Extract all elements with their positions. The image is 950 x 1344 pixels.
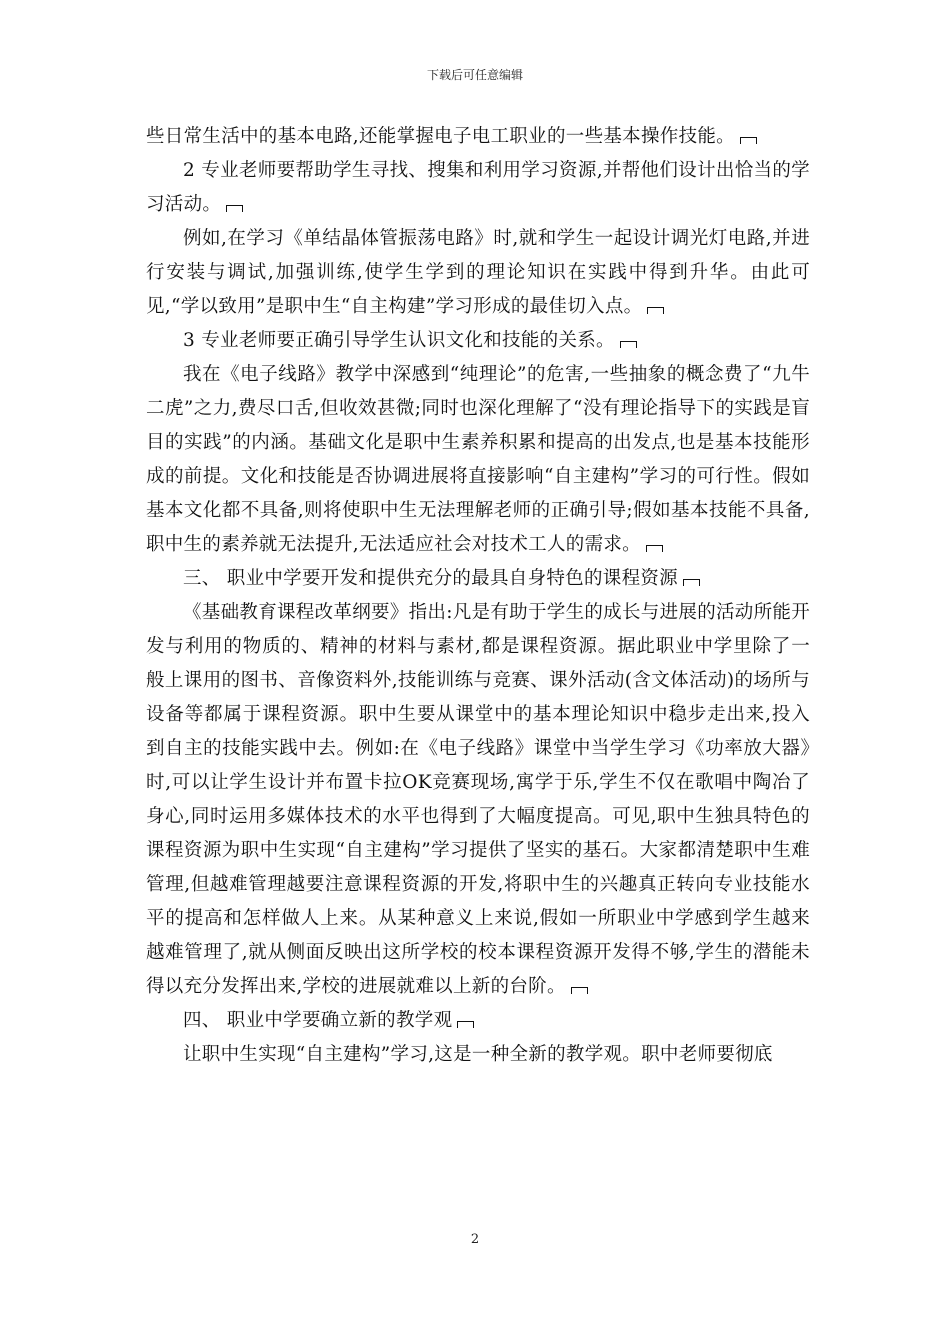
paragraph-text: 《基础教育课程改革纲要》指出:凡是有助于学生的成长与进展的活动所能开发与利用的物质的、精神的材料与素材,都是课程资源。据此职业中学里除了一般上课用的图书、音像资料外,技能训练与竞赛、课外活动(含文体活动)的场所与设备等都属于课程资源。职中生要从课堂中的基本理论知识中稳步走出来,投入到自主的技能实践中去。例如:在《电子线路》课堂中当学生学习《功率放大器》时,可以让学生设计并布置卡拉OK竞赛现场,寓学于乐,学生不仅在歌唱中陶冶了身心,同时运用多媒体技术的水平也得到了大幅度提高。可见,职中生独具特色的课程资源为职中生实现“自主建构”学习提供了坚实的基石。大家都清楚职中生难管理,但越难管理越要注意课程资源的开发,将职中生的兴趣真正转向专业技能水平的提高和怎样做人上来。从某种意义上来说,假如一所职业中学感到学生越来越难管理了,就从侧面反映出这所学校的校本课程资源开发得不够,学生的潜能未得以充分发挥出来,学校的进展就难以上新的台阶。 (146, 602, 810, 997)
heading-text: 四、 职业中学要确立新的教学观 (183, 1010, 453, 1031)
paragraph-1 (146, 120, 810, 154)
paragraph-mark-icon (647, 307, 664, 314)
page-number: 2 (470, 1232, 480, 1247)
paragraph-5 (146, 358, 810, 562)
paragraph-mark-icon (646, 545, 663, 552)
paragraph-text: 3 专业老师要正确引导学生认识文化和技能的关系。 (183, 330, 615, 351)
paragraph-text: 我在《电子线路》教学中深感到“纯理论”的危害,一些抽象的概念费了“九牛二虎”之力,费尽口舌,但收效甚微;同时也深化理解了“没有理论指导下的实践是盲目的实践”的内涵。基础文化是职中生素养积累和提高的出发点,也是基本技能形成的前提。文化和技能是否协调进展将直接影响“自主建构”学习的可行性。假如基本文化都不具备,则将使职中生无法理解老师的正确引导;假如基本技能不具备,职中生的素养就无法提升,无法适应社会对技术工人的需求。 (146, 364, 810, 555)
page-header: 下载后可任意编辑 (426, 68, 523, 82)
document-body (146, 120, 810, 1072)
paragraph-text: 例如,在学习《单结晶体管振荡电路》时,就和学生一起设计调光灯电路,并进行安装与调试,加强训练,使学生学到的理论知识在实践中得到升华。由此可见,“学以致用”是职中生“自主构建”学习形成的最佳切入点。 (146, 228, 810, 317)
paragraph-4 (146, 324, 810, 358)
paragraph-mark-icon (457, 1021, 474, 1028)
paragraph-7 (146, 596, 810, 1004)
paragraph-text: 让职中生实现“自主建构”学习,这是一种全新的教学观。职中老师要彻底 (183, 1044, 773, 1065)
heading-text: 三、 职业中学要开发和提供充分的最具自身特色的课程资源 (183, 568, 678, 589)
paragraph-mark-icon (620, 341, 637, 348)
paragraph-text: 2 专业老师要帮助学生寻找、搜集和利用学习资源,并帮他们设计出恰当的学习活动。 (146, 160, 810, 215)
paragraph-9 (146, 1038, 810, 1072)
paragraph-text: 些日常生活中的基本电路,还能掌握电子电工职业的一些基本操作技能。 (146, 126, 735, 147)
section-heading-4 (146, 1004, 810, 1038)
paragraph-mark-icon (683, 579, 700, 586)
paragraph-mark-icon (571, 987, 588, 994)
section-heading-3 (146, 562, 810, 596)
paragraph-mark-icon (740, 137, 757, 144)
paragraph-3 (146, 222, 810, 324)
paragraph-2 (146, 154, 810, 222)
paragraph-mark-icon (226, 205, 243, 212)
